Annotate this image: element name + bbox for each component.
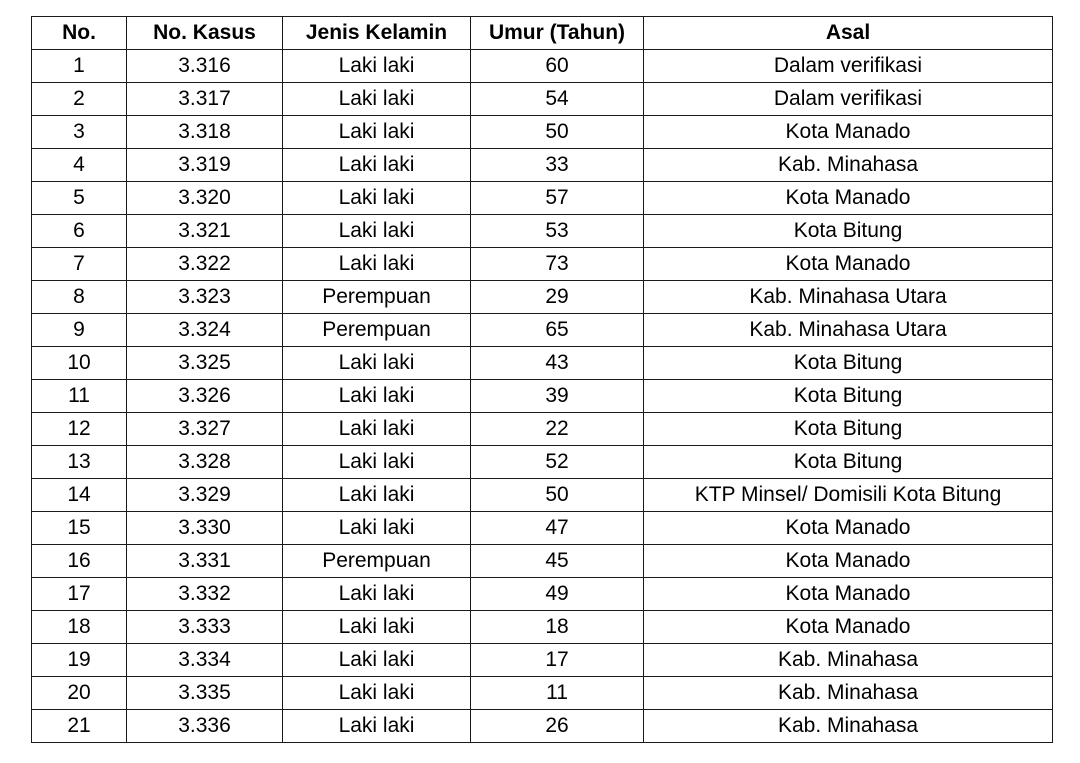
cell-case-number: 3.324: [127, 314, 283, 347]
header-gender: Jenis Kelamin: [283, 17, 471, 50]
cell-gender: Laki laki: [283, 248, 471, 281]
table-row: [32, 50, 1053, 83]
cell-age: 33: [471, 149, 644, 182]
cell-gender: Laki laki: [283, 50, 471, 83]
header-no: No.: [32, 17, 127, 50]
cell-no: 10: [32, 347, 127, 380]
table-row: [32, 710, 1053, 743]
cell-no: 19: [32, 644, 127, 677]
cell-age: 53: [471, 215, 644, 248]
cell-age: 47: [471, 512, 644, 545]
cell-gender: Laki laki: [283, 644, 471, 677]
cell-no: 4: [32, 149, 127, 182]
cell-case-number: 3.330: [127, 512, 283, 545]
cell-no: 18: [32, 611, 127, 644]
cell-age: 11: [471, 677, 644, 710]
cell-gender: Laki laki: [283, 512, 471, 545]
cell-gender: Laki laki: [283, 413, 471, 446]
cell-case-number: 3.328: [127, 446, 283, 479]
cell-origin: Dalam verifikasi: [644, 83, 1053, 116]
cell-case-number: 3.325: [127, 347, 283, 380]
table-row: [32, 677, 1053, 710]
cell-case-number: 3.335: [127, 677, 283, 710]
cell-gender: Perempuan: [283, 545, 471, 578]
cell-case-number: 3.320: [127, 182, 283, 215]
table-row: [32, 413, 1053, 446]
cell-gender: Laki laki: [283, 149, 471, 182]
cell-origin: Kota Bitung: [644, 215, 1053, 248]
cell-no: 21: [32, 710, 127, 743]
table-row: [32, 380, 1053, 413]
cell-origin: Kab. Minahasa Utara: [644, 281, 1053, 314]
cell-gender: Perempuan: [283, 281, 471, 314]
cell-gender: Laki laki: [283, 347, 471, 380]
cell-case-number: 3.316: [127, 50, 283, 83]
cell-case-number: 3.318: [127, 116, 283, 149]
cell-no: 11: [32, 380, 127, 413]
cell-age: 17: [471, 644, 644, 677]
table-row: [32, 578, 1053, 611]
table-body: [32, 50, 1053, 743]
cell-case-number: 3.331: [127, 545, 283, 578]
cell-case-number: 3.327: [127, 413, 283, 446]
table-row: [32, 644, 1053, 677]
table-row: [32, 545, 1053, 578]
table-row: [32, 314, 1053, 347]
cell-no: 9: [32, 314, 127, 347]
cell-age: 60: [471, 50, 644, 83]
cell-no: 3: [32, 116, 127, 149]
cell-origin: Kota Manado: [644, 578, 1053, 611]
cell-origin: Kota Manado: [644, 545, 1053, 578]
table-row: [32, 611, 1053, 644]
cell-case-number: 3.334: [127, 644, 283, 677]
cell-gender: Laki laki: [283, 182, 471, 215]
cell-case-number: 3.326: [127, 380, 283, 413]
cell-origin: KTP Minsel/ Domisili Kota Bitung: [644, 479, 1053, 512]
cell-no: 14: [32, 479, 127, 512]
table-row: [32, 479, 1053, 512]
table-row: [32, 83, 1053, 116]
cell-age: 65: [471, 314, 644, 347]
cell-origin: Kab. Minahasa: [644, 710, 1053, 743]
cell-origin: Kota Manado: [644, 182, 1053, 215]
cell-age: 57: [471, 182, 644, 215]
cell-origin: Kota Manado: [644, 512, 1053, 545]
cell-age: 49: [471, 578, 644, 611]
cell-gender: Laki laki: [283, 116, 471, 149]
cell-no: 17: [32, 578, 127, 611]
cell-no: 13: [32, 446, 127, 479]
cell-case-number: 3.319: [127, 149, 283, 182]
cell-age: 39: [471, 380, 644, 413]
cell-age: 50: [471, 116, 644, 149]
cell-origin: Kota Bitung: [644, 446, 1053, 479]
cell-no: 5: [32, 182, 127, 215]
cell-origin: Dalam verifikasi: [644, 50, 1053, 83]
cell-case-number: 3.321: [127, 215, 283, 248]
cell-no: 1: [32, 50, 127, 83]
cell-case-number: 3.332: [127, 578, 283, 611]
cell-no: 16: [32, 545, 127, 578]
cell-case-number: 3.323: [127, 281, 283, 314]
cell-gender: Laki laki: [283, 380, 471, 413]
cell-no: 8: [32, 281, 127, 314]
cell-origin: Kab. Minahasa: [644, 149, 1053, 182]
cell-age: 50: [471, 479, 644, 512]
cell-no: 12: [32, 413, 127, 446]
cell-origin: Kab. Minahasa: [644, 677, 1053, 710]
cell-age: 43: [471, 347, 644, 380]
table-row: [32, 248, 1053, 281]
cell-case-number: 3.322: [127, 248, 283, 281]
table-header-row: [32, 17, 1053, 50]
cell-origin: Kab. Minahasa Utara: [644, 314, 1053, 347]
cell-no: 15: [32, 512, 127, 545]
cell-no: 20: [32, 677, 127, 710]
table-row: [32, 149, 1053, 182]
cell-gender: Laki laki: [283, 677, 471, 710]
cell-gender: Laki laki: [283, 446, 471, 479]
cell-gender: Laki laki: [283, 479, 471, 512]
cell-age: 45: [471, 545, 644, 578]
cell-gender: Laki laki: [283, 710, 471, 743]
cell-gender: Laki laki: [283, 215, 471, 248]
cell-case-number: 3.329: [127, 479, 283, 512]
cell-origin: Kota Manado: [644, 116, 1053, 149]
cell-origin: Kota Manado: [644, 611, 1053, 644]
cell-age: 54: [471, 83, 644, 116]
cell-age: 73: [471, 248, 644, 281]
cell-gender: Laki laki: [283, 578, 471, 611]
cell-age: 52: [471, 446, 644, 479]
cell-no: 2: [32, 83, 127, 116]
cell-gender: Laki laki: [283, 83, 471, 116]
cell-case-number: 3.317: [127, 83, 283, 116]
cell-gender: Perempuan: [283, 314, 471, 347]
cell-age: 29: [471, 281, 644, 314]
cell-case-number: 3.333: [127, 611, 283, 644]
header-age: Umur (Tahun): [471, 17, 644, 50]
cell-no: 7: [32, 248, 127, 281]
table-row: [32, 512, 1053, 545]
table-row: [32, 281, 1053, 314]
table-row: [32, 215, 1053, 248]
cell-case-number: 3.336: [127, 710, 283, 743]
case-table-container: [31, 16, 1053, 743]
header-case-number: No. Kasus: [127, 17, 283, 50]
case-table: [31, 16, 1053, 743]
cell-origin: Kota Bitung: [644, 380, 1053, 413]
cell-no: 6: [32, 215, 127, 248]
header-origin: Asal: [644, 17, 1053, 50]
cell-age: 18: [471, 611, 644, 644]
table-row: [32, 116, 1053, 149]
cell-age: 26: [471, 710, 644, 743]
table-row: [32, 446, 1053, 479]
cell-origin: Kota Bitung: [644, 347, 1053, 380]
cell-origin: Kota Bitung: [644, 413, 1053, 446]
cell-origin: Kota Manado: [644, 248, 1053, 281]
table-row: [32, 182, 1053, 215]
cell-age: 22: [471, 413, 644, 446]
cell-gender: Laki laki: [283, 611, 471, 644]
table-row: [32, 347, 1053, 380]
cell-origin: Kab. Minahasa: [644, 644, 1053, 677]
